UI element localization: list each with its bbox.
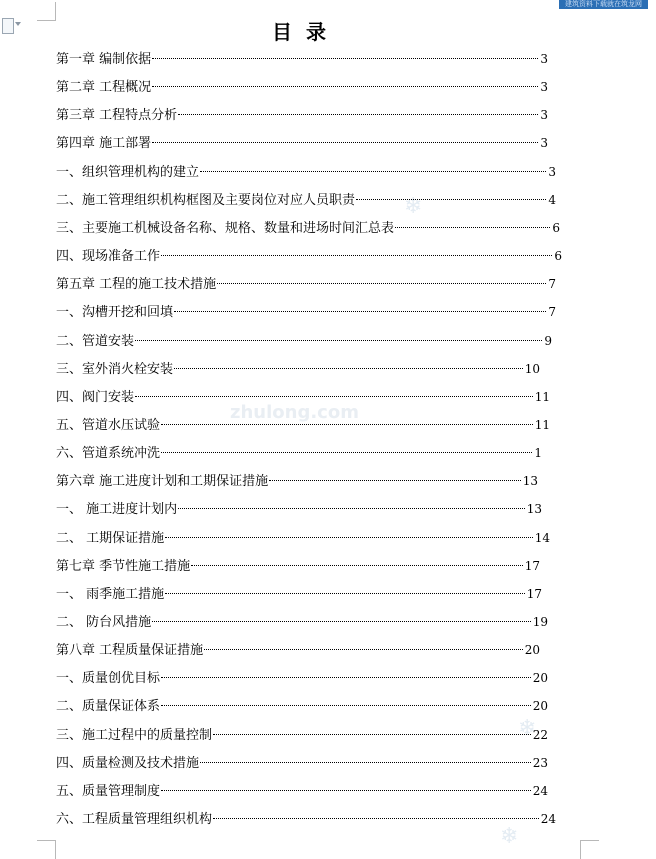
toc-entry-page-number: 11 xyxy=(534,417,550,432)
toc-entry-page-number: 20 xyxy=(532,671,548,686)
toc-entry-label: 三、室外消火栓安装 xyxy=(56,361,174,377)
toc-entry-page-number: 7 xyxy=(548,277,556,292)
toc-leader-dots xyxy=(200,171,546,172)
toc-entry-label: 三、主要施工机械设备名称、规格、数量和进场时间汇总表 xyxy=(56,220,395,236)
toc-entry-label: 第八章 工程质量保证措施 xyxy=(56,643,204,659)
toc-leader-dots xyxy=(174,311,546,312)
toc-leader-dots xyxy=(152,621,531,622)
toc-entry-label: 四、现场准备工作 xyxy=(56,249,161,265)
toc-entry-page-number: 3 xyxy=(540,136,548,151)
toc-entry-page-number: 9 xyxy=(544,333,552,348)
toc-entry-label: 二、 防台风措施 xyxy=(56,615,152,630)
toc-entry-page-number: 10 xyxy=(524,361,540,376)
toc-entry-label: 二、施工管理组织机构框图及主要岗位对应人员职责 xyxy=(56,192,356,208)
toc-entry-page-number: 23 xyxy=(532,755,548,770)
toc-entry-page-number: 22 xyxy=(532,727,548,742)
toc-entry[interactable] xyxy=(56,245,562,265)
toc-entry-page-number: 17 xyxy=(526,586,542,601)
toc-entry-page-number: 3 xyxy=(548,164,556,179)
toc-entry-label: 二、质量保证体系 xyxy=(56,699,161,715)
toc-entry[interactable] xyxy=(56,48,548,68)
toc-leader-dots xyxy=(269,480,521,481)
toc-leader-dots xyxy=(161,705,531,706)
snowflake-watermark-icon: ❄ xyxy=(518,716,537,741)
toc-leader-dots xyxy=(356,199,546,200)
toc-entry[interactable] xyxy=(56,695,548,715)
toc-entry[interactable] xyxy=(56,76,548,96)
toc-leader-dots xyxy=(204,649,523,650)
toc-leader-dots xyxy=(161,424,533,425)
toc-entry-page-number: 24 xyxy=(540,812,556,827)
toc-entry-label: 第四章 施工部署 xyxy=(56,136,152,152)
toc-entry[interactable] xyxy=(56,724,548,744)
toc-entry-page-number: 13 xyxy=(522,474,538,489)
toc-entry-label: 二、管道安装 xyxy=(56,333,135,349)
toc-entry-label: 一、 雨季施工措施 xyxy=(56,586,165,602)
toc-entry[interactable] xyxy=(56,301,556,321)
toc-entry[interactable] xyxy=(56,330,552,350)
toc-leader-dots xyxy=(217,283,546,284)
toc-entry-label: 三、施工过程中的质量控制 xyxy=(56,727,213,743)
toc-entry-page-number: 11 xyxy=(534,389,550,404)
toc-entry[interactable] xyxy=(56,414,550,434)
toc-entry[interactable] xyxy=(56,442,542,462)
toc-entry-label: 二、 工期保证措施 xyxy=(56,530,165,546)
toc-entry[interactable] xyxy=(56,132,548,152)
toc-entry-page-number: 20 xyxy=(532,699,548,714)
toc-entry-label: 第五章 工程的施工技术措施 xyxy=(56,277,217,293)
toc-leader-dots xyxy=(178,508,525,509)
toc-leader-dots xyxy=(178,114,538,115)
toc-entry-page-number: 1 xyxy=(534,446,542,461)
page-title: 目录 xyxy=(272,20,340,44)
toc-entry[interactable] xyxy=(56,555,540,575)
toc-entry-label: 六、工程质量管理组织机构 xyxy=(56,812,213,828)
toc-entry-page-number: 17 xyxy=(524,558,540,573)
toc-leader-dots xyxy=(161,790,531,791)
toc-leader-dots xyxy=(165,593,525,594)
toc-entry-label: 四、质量检测及技术措施 xyxy=(56,755,200,771)
toc-leader-dots xyxy=(161,452,532,453)
page-corner-mark xyxy=(37,840,56,859)
toc-entry[interactable] xyxy=(56,808,556,828)
toc-entry[interactable] xyxy=(56,498,542,518)
toc-entry-label: 五、质量管理制度 xyxy=(56,783,161,799)
toc-leader-dots xyxy=(135,396,533,397)
toc-leader-dots xyxy=(395,227,550,228)
toc-entry[interactable] xyxy=(56,611,548,631)
toc-leader-dots xyxy=(200,762,531,763)
toc-leader-dots xyxy=(191,565,523,566)
watermark-text: zhulong.com xyxy=(230,402,359,423)
toc-entry-page-number: 14 xyxy=(534,530,550,545)
toc-leader-dots xyxy=(152,58,538,59)
toc-entry-label: 第六章 施工进度计划和工期保证措施 xyxy=(56,474,269,490)
toc-leader-dots xyxy=(161,255,552,256)
toc-entry-label: 第一章 编制依据 xyxy=(56,52,152,67)
toc-entry-label: 一、质量创优目标 xyxy=(56,671,161,687)
toc-entry[interactable] xyxy=(56,527,550,547)
toc-entry-page-number: 7 xyxy=(548,305,556,320)
toc-entry-label: 一、组织管理机构的建立 xyxy=(56,164,200,180)
toc-entry-label: 四、阀门安装 xyxy=(56,389,135,405)
toc-entry[interactable] xyxy=(56,273,556,293)
toc-leader-dots xyxy=(174,368,523,369)
toc-entry-label: 第七章 季节性施工措施 xyxy=(56,558,191,574)
toc-entry-page-number: 20 xyxy=(524,643,540,658)
toc-entry-page-number: 24 xyxy=(532,783,548,798)
toc-entry-page-number: 3 xyxy=(540,80,548,95)
toc-entry[interactable] xyxy=(56,752,548,772)
toc-leader-dots xyxy=(152,142,538,143)
toc-entry-label: 六、管道系统冲洗 xyxy=(56,446,161,462)
toc-entry[interactable] xyxy=(56,386,550,406)
toc-entry-page-number: 6 xyxy=(552,220,560,235)
toc-entry[interactable] xyxy=(56,667,548,687)
snowflake-watermark-icon: ❄ xyxy=(404,194,423,219)
toc-entry-label: 一、 施工进度计划内 xyxy=(56,502,178,518)
toc-entry[interactable] xyxy=(56,189,556,209)
toc-entry[interactable] xyxy=(56,583,542,603)
toc-entry-label: 第二章 工程概况 xyxy=(56,80,152,96)
toc-leader-dots xyxy=(161,677,531,678)
page-corner-mark xyxy=(580,840,599,859)
toc-entry-page-number: 19 xyxy=(532,615,548,629)
toc-entry-page-number: 4 xyxy=(548,192,556,207)
toc-leader-dots xyxy=(213,818,539,819)
toc-entry-page-number: 13 xyxy=(526,502,542,517)
toc-entry[interactable] xyxy=(56,104,548,124)
toc-leader-dots xyxy=(152,86,538,87)
toc-entry-page-number: 6 xyxy=(554,249,562,264)
toc-entry[interactable] xyxy=(56,358,540,378)
toc-entry-page-number: 3 xyxy=(540,52,548,66)
watermark-banner: 建筑资料下载就在筑龙网 xyxy=(559,0,648,9)
toc-entry[interactable] xyxy=(56,470,538,490)
toc-entry-page-number: 3 xyxy=(540,108,548,123)
toc-entry-label: 一、沟槽开挖和回填 xyxy=(56,305,174,321)
toc-entry[interactable] xyxy=(56,780,548,800)
toc-entry-label: 第三章 工程特点分析 xyxy=(56,108,178,124)
toc-entry[interactable] xyxy=(56,161,556,181)
snowflake-watermark-icon: ❄ xyxy=(500,824,519,849)
toc-entry-label: 五、管道水压试验 xyxy=(56,417,161,433)
toc-leader-dots xyxy=(165,537,533,538)
toc-entry[interactable] xyxy=(56,639,540,659)
toc-entry[interactable] xyxy=(56,217,560,237)
toc-leader-dots xyxy=(213,734,531,735)
toc-leader-dots xyxy=(135,340,542,341)
